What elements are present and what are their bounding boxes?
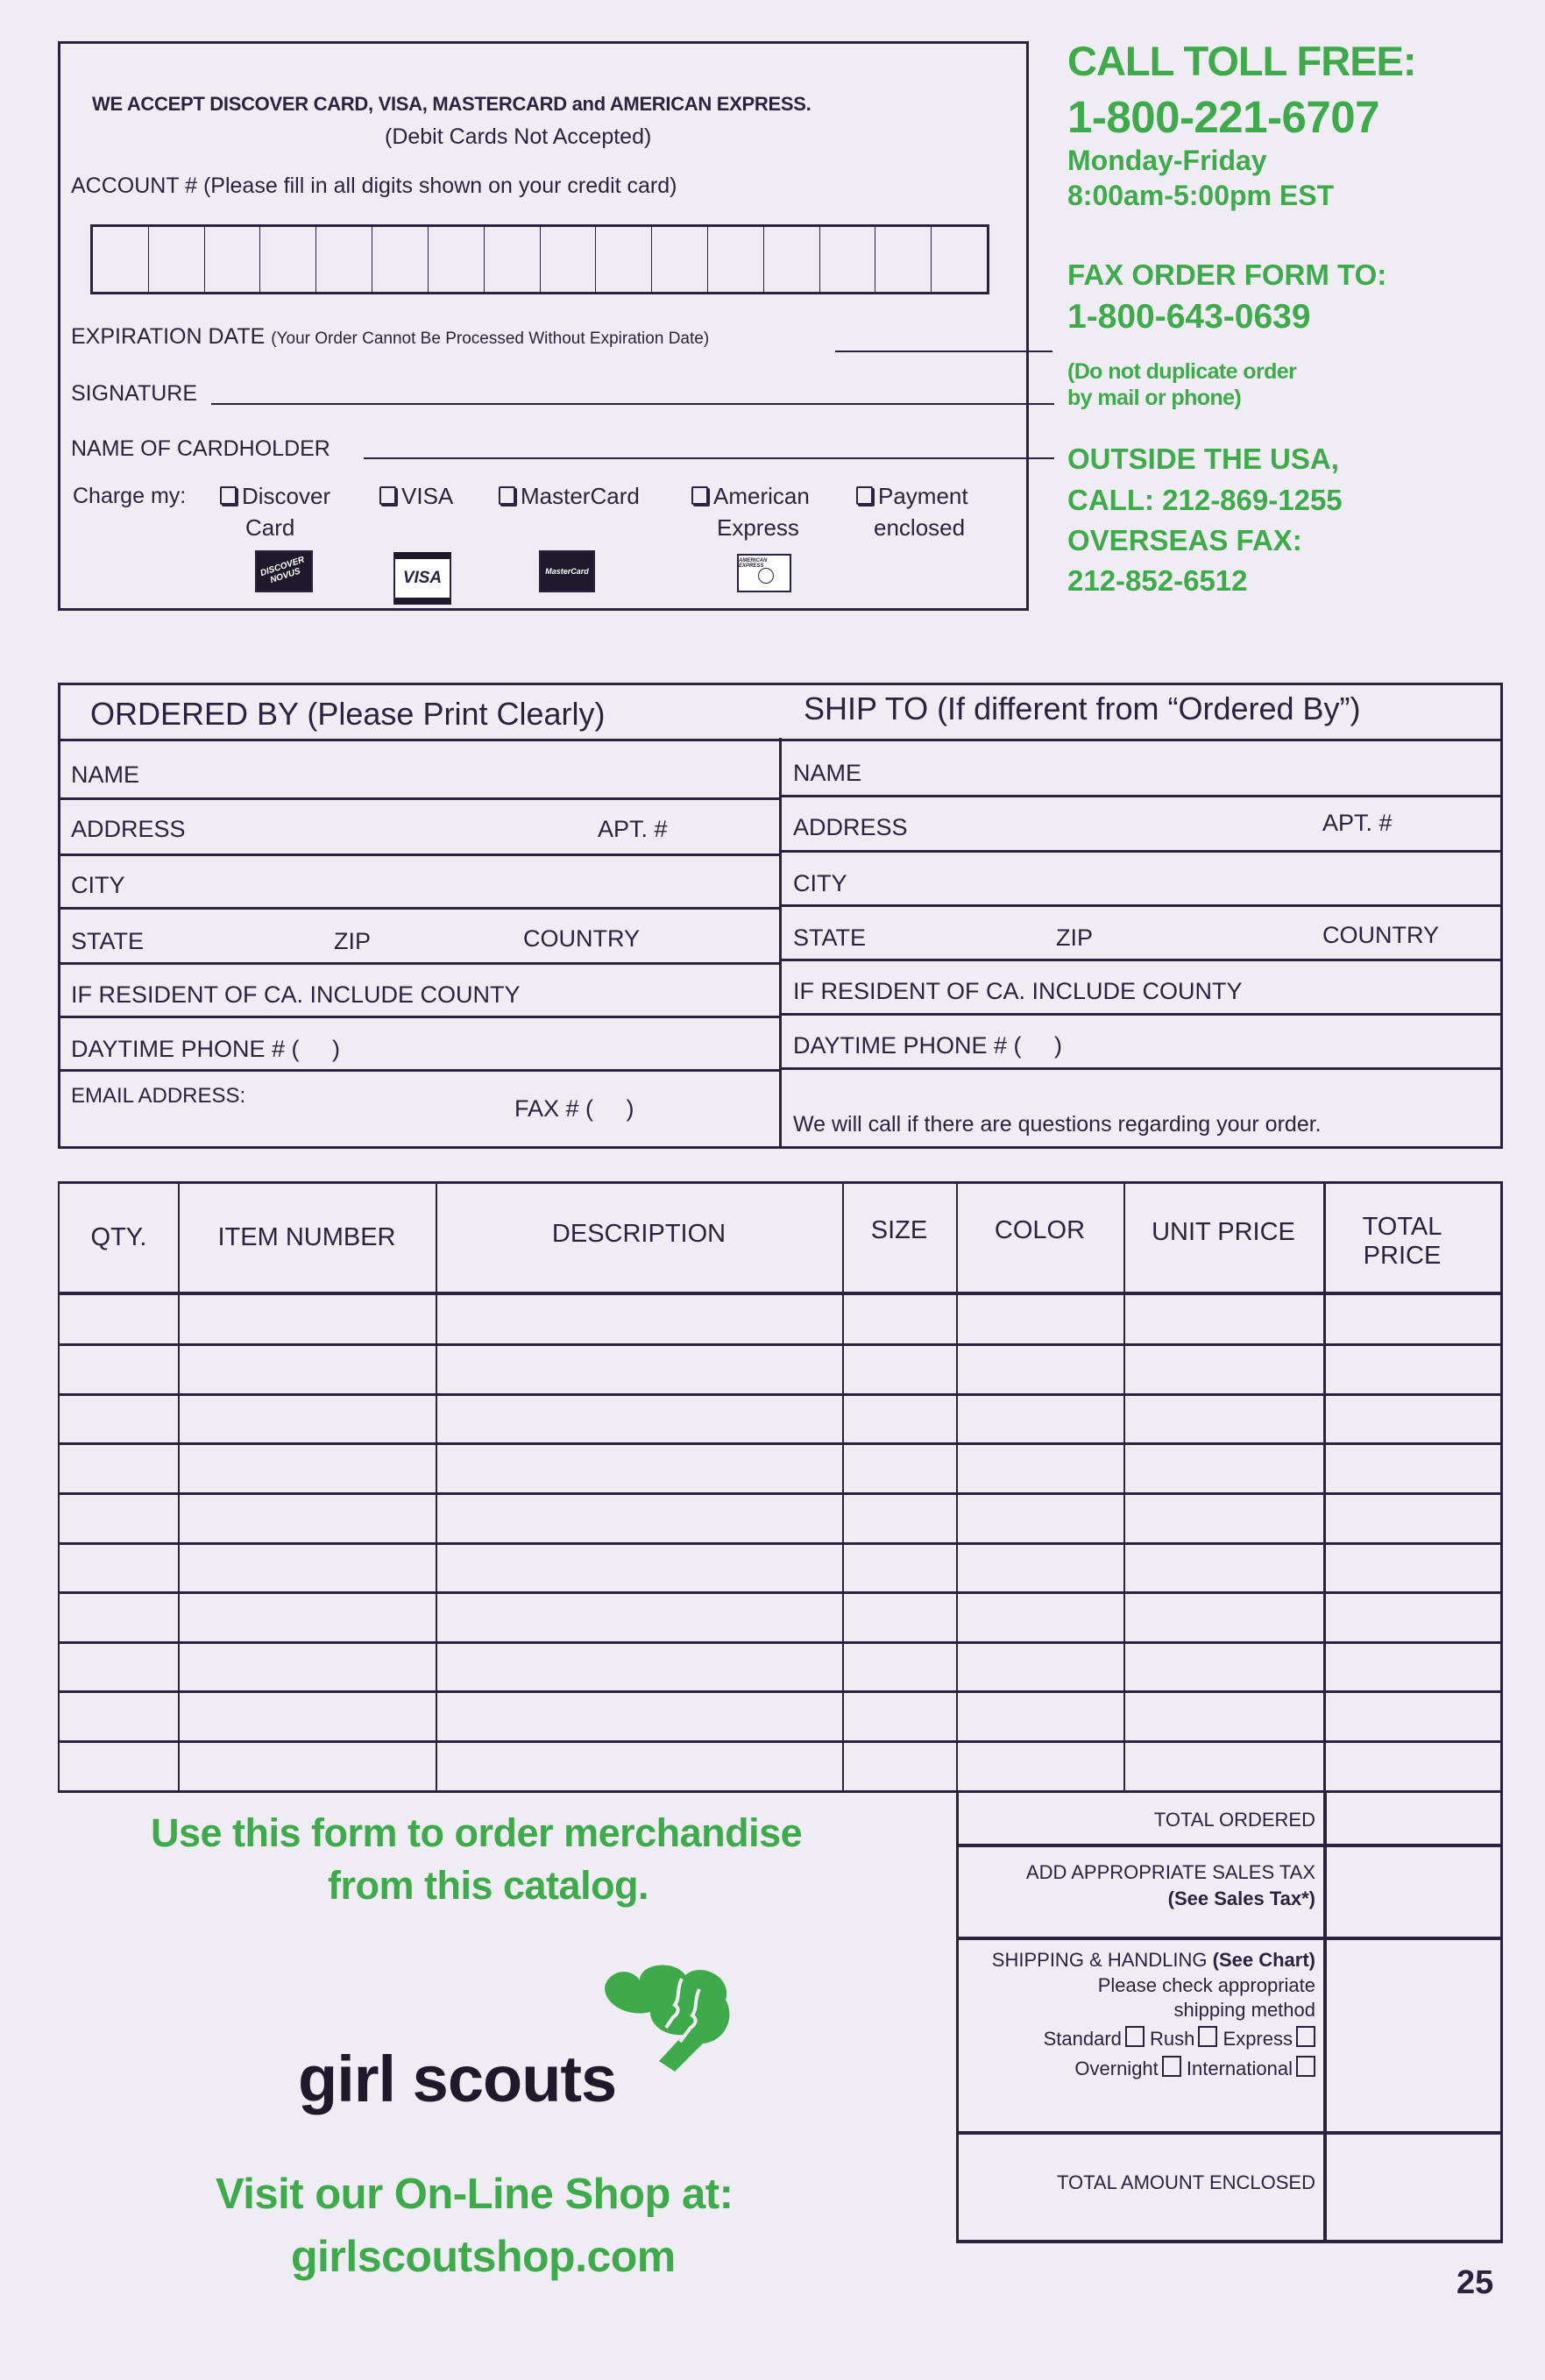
visit-shop-text: Visit our On-Line Shop at: <box>216 2171 734 2218</box>
option-label: VISA <box>401 483 454 509</box>
method-overnight[interactable] <box>1074 2058 1180 2079</box>
ordered-apt-field[interactable]: APT. # <box>598 816 668 842</box>
items-table <box>58 1181 1503 1791</box>
logo-text: AMERICAN EXPRESS <box>739 558 768 569</box>
table-row[interactable] <box>58 1741 1503 1791</box>
row-divider <box>60 739 1500 741</box>
shipping-methods-row2 <box>1074 2056 1315 2080</box>
account-digit-cell[interactable] <box>372 227 429 292</box>
row-divider <box>60 854 782 856</box>
table-row[interactable] <box>58 1295 1503 1345</box>
option-payment-enclosed[interactable] <box>856 480 968 543</box>
ordered-county-field[interactable]: IF RESIDENT OF CA. INCLUDE COUNTY <box>71 981 521 1008</box>
method-label: Rush <box>1150 2028 1195 2050</box>
total-ordered-field[interactable] <box>1327 1794 1500 1844</box>
row-divider <box>782 1067 1500 1070</box>
fax-note-line2: by mail or phone) <box>1067 386 1242 410</box>
option-label: Payment <box>878 483 968 509</box>
row-divider <box>60 1016 782 1018</box>
sales-tax-note: (See Sales Tax*) <box>1167 1888 1315 1909</box>
col-header-description: DESCRIPTION <box>551 1220 726 1248</box>
account-digit-cell[interactable] <box>93 227 149 292</box>
shop-url-link[interactable]: girlscoutshop.com <box>291 2232 676 2281</box>
accepted-cards-heading: WE ACCEPT DISCOVER CARD, VISA, MASTERCARD and AMERICAN EXPRESS. <box>92 93 811 115</box>
row-divider <box>782 904 1500 907</box>
option-label-line2: Express <box>717 514 799 541</box>
method-label: International <box>1186 2058 1293 2079</box>
table-row[interactable] <box>58 1543 1503 1593</box>
expiration-title: EXPIRATION DATE <box>71 324 266 349</box>
row-divider <box>60 1069 782 1072</box>
row-divider <box>60 962 782 965</box>
call-days: Monday-Friday <box>1067 145 1267 176</box>
option-label-line2: Card <box>245 514 295 541</box>
account-digit-cell[interactable] <box>316 227 372 292</box>
checkbox[interactable] <box>1296 2056 1315 2077</box>
option-label-line2: enclosed <box>874 514 966 541</box>
account-digit-cell[interactable] <box>820 227 876 292</box>
row-divider <box>60 907 782 910</box>
method-international[interactable] <box>1187 2058 1315 2079</box>
visa-logo-icon <box>393 552 451 605</box>
expiration-label <box>71 324 709 350</box>
col-header-unit-price: UNIT PRICE <box>1152 1218 1295 1246</box>
total-enclosed-label: TOTAL AMOUNT ENCLOSED <box>1056 2171 1315 2193</box>
shipping-instruction-2: shipping method <box>1173 1999 1315 2021</box>
promo-line2: from this catalog. <box>328 1863 649 1908</box>
ordered-country-field[interactable]: COUNTRY <box>523 925 641 952</box>
row-divider <box>782 1013 1500 1016</box>
expiration-note: (Your Order Cannot Be Processed Without Expiration Date) <box>271 329 710 348</box>
table-row[interactable] <box>58 1642 1503 1692</box>
call-heading: CALL TOLL FREE: <box>1067 38 1416 84</box>
account-digit-cell[interactable] <box>149 227 205 292</box>
overseas-fax-line1: OVERSEAS FAX: <box>1067 524 1302 556</box>
table-row[interactable] <box>58 1394 1503 1444</box>
cardholder-field[interactable] <box>364 457 1054 459</box>
account-label: ACCOUNT # (Please fill in all digits shown on your credit card) <box>71 174 677 198</box>
ordered-by-heading: ORDERED BY (Please Print Clearly) <box>90 696 606 732</box>
summary-right-border <box>1500 1791 1503 2243</box>
call-number: 1-800-221-6707 <box>1067 92 1379 142</box>
shipping-instruction-1: Please check appropriate <box>1097 1974 1315 1996</box>
overseas-fax-line2: 212-852-6512 <box>1067 564 1248 597</box>
order-summary <box>956 1791 1503 2243</box>
method-express[interactable] <box>1223 2028 1315 2050</box>
cardholder-label: NAME OF CARDHOLDER <box>71 436 330 461</box>
row-divider <box>782 850 1500 853</box>
american-express-logo-icon <box>737 554 791 592</box>
col-header-color: COLOR <box>994 1216 1086 1244</box>
ship-zip-field[interactable]: ZIP <box>1056 924 1094 951</box>
row-divider <box>782 959 1500 961</box>
ordered-fax-field[interactable]: FAX # ( ) <box>514 1095 634 1122</box>
outside-usa-line1: OUTSIDE THE USA, <box>1067 443 1339 475</box>
ship-county-field[interactable]: IF RESIDENT OF CA. INCLUDE COUNTY <box>793 978 1243 1004</box>
account-digit-cell[interactable] <box>205 227 261 292</box>
shipping-title: SHIPPING & HANDLING <box>991 1949 1213 1971</box>
shipping-label <box>992 1949 1315 1972</box>
signature-field[interactable] <box>211 403 1054 405</box>
total-ordered-label: TOTAL ORDERED <box>1153 1809 1315 1831</box>
row-divider <box>60 797 782 800</box>
ship-note: We will call if there are questions regarding your order. <box>793 1112 1322 1137</box>
col-header-size: SIZE <box>870 1216 928 1244</box>
shipping-field[interactable] <box>1327 1940 1500 2131</box>
account-digit-cell[interactable] <box>708 227 764 292</box>
option-mastercard[interactable] <box>499 480 640 512</box>
page-number: 25 <box>1456 2264 1494 2301</box>
account-digit-cell[interactable] <box>932 227 987 292</box>
account-digit-cell[interactable] <box>260 227 316 292</box>
ship-apt-field[interactable]: APT. # <box>1322 810 1393 836</box>
option-label: Discover <box>242 483 331 509</box>
col-header-item-number: ITEM NUMBER <box>217 1223 396 1251</box>
method-label: Standard <box>1043 2028 1122 2050</box>
ordered-city-field[interactable]: CITY <box>71 872 125 898</box>
ordered-zip-field[interactable]: ZIP <box>334 928 372 954</box>
trefoil-logo-icon <box>605 1963 733 2077</box>
girl-scouts-wordmark: girl scouts <box>298 2043 617 2115</box>
method-standard[interactable] <box>1044 2028 1145 2050</box>
checkbox[interactable] <box>220 486 237 505</box>
logo-text: VISA <box>402 569 443 587</box>
checkbox[interactable] <box>1198 2026 1217 2047</box>
table-row[interactable] <box>58 1493 1503 1543</box>
row-divider <box>782 795 1500 797</box>
method-rush[interactable] <box>1150 2028 1217 2050</box>
fax-note-line1: (Do not duplicate order <box>1067 359 1297 384</box>
ordered-name-field[interactable]: NAME <box>71 761 140 788</box>
method-label: Overnight <box>1074 2058 1159 2079</box>
account-digit-cell[interactable] <box>485 227 541 292</box>
account-digit-cell[interactable] <box>764 227 820 292</box>
outside-usa-line2: CALL: 212-869-1255 <box>1067 484 1343 516</box>
payment-section <box>58 41 1029 611</box>
option-american-express[interactable] <box>691 480 810 543</box>
expiration-field[interactable] <box>835 351 1052 352</box>
table-row[interactable] <box>58 1593 1503 1643</box>
account-number-field[interactable] <box>90 224 989 294</box>
checkbox[interactable] <box>856 486 873 505</box>
account-digit-cell[interactable] <box>652 227 708 292</box>
account-digit-cell[interactable] <box>596 227 652 292</box>
fax-number: 1-800-643-0639 <box>1067 298 1311 336</box>
ordered-phone-field[interactable]: DAYTIME PHONE # ( ) <box>71 1036 341 1062</box>
ship-name-field[interactable]: NAME <box>793 760 862 786</box>
fax-heading: FAX ORDER FORM TO: <box>1067 259 1387 291</box>
option-label: MasterCard <box>521 483 640 509</box>
checkbox[interactable] <box>499 486 515 505</box>
table-row[interactable] <box>58 1692 1503 1742</box>
sales-tax-label: ADD APPROPRIATE SALES TAX <box>1025 1861 1315 1883</box>
debit-note: (Debit Cards Not Accepted) <box>385 124 652 149</box>
checkbox[interactable] <box>1296 2026 1315 2047</box>
promo-line1: Use this form to order merchandise <box>151 1810 803 1855</box>
charge-label: Charge my: <box>73 484 187 508</box>
call-hours: 8:00am-5:00pm EST <box>1067 180 1335 211</box>
summary-bottom-border <box>956 2240 1503 2243</box>
option-visa[interactable] <box>379 480 453 512</box>
shipping-see-chart: (See Chart) <box>1212 1949 1315 1971</box>
ship-city-field[interactable]: CITY <box>793 870 847 896</box>
sales-tax-field[interactable] <box>1327 1847 1500 1937</box>
checkbox[interactable] <box>379 486 396 505</box>
ship-state-field[interactable]: STATE <box>793 924 867 951</box>
summary-left-border <box>956 1791 959 2243</box>
account-digit-cell[interactable] <box>429 227 485 292</box>
address-section <box>58 683 1503 1149</box>
option-label: American <box>713 483 810 509</box>
col-header-qty: QTY. <box>90 1223 147 1251</box>
checkbox[interactable] <box>1125 2026 1145 2047</box>
method-label: Express <box>1223 2028 1293 2050</box>
ship-address-field[interactable]: ADDRESS <box>793 814 908 840</box>
account-digit-cell[interactable] <box>875 227 932 292</box>
shipping-methods-row1 <box>1044 2026 1315 2051</box>
ship-country-field[interactable]: COUNTRY <box>1322 922 1440 948</box>
ship-to-heading: SHIP TO (If different from “Ordered By”) <box>804 691 1361 726</box>
ordered-state-field[interactable]: STATE <box>71 928 145 954</box>
discover-novus-logo-icon <box>255 550 313 592</box>
checkbox[interactable] <box>1162 2056 1181 2077</box>
total-enclosed-field[interactable] <box>1327 2135 1500 2240</box>
logo-text: DISCOVER NOVUS <box>259 555 306 585</box>
ordered-email-field[interactable]: EMAIL ADDRESS: <box>71 1084 246 1108</box>
col-header-total-price: TOTAL PRICE <box>1362 1213 1442 1270</box>
table-row[interactable] <box>58 1444 1503 1494</box>
mastercard-logo-icon <box>539 550 595 592</box>
table-top-border <box>58 1181 1503 1184</box>
signature-label: SIGNATURE <box>71 381 197 406</box>
table-row[interactable] <box>58 1345 1503 1395</box>
option-discover[interactable] <box>220 480 330 543</box>
ordered-address-field[interactable]: ADDRESS <box>71 816 186 842</box>
logo-text: MasterCard <box>545 567 589 576</box>
ship-phone-field[interactable]: DAYTIME PHONE # ( ) <box>793 1032 1063 1059</box>
account-digit-cell[interactable] <box>541 227 597 292</box>
checkbox[interactable] <box>691 486 708 505</box>
